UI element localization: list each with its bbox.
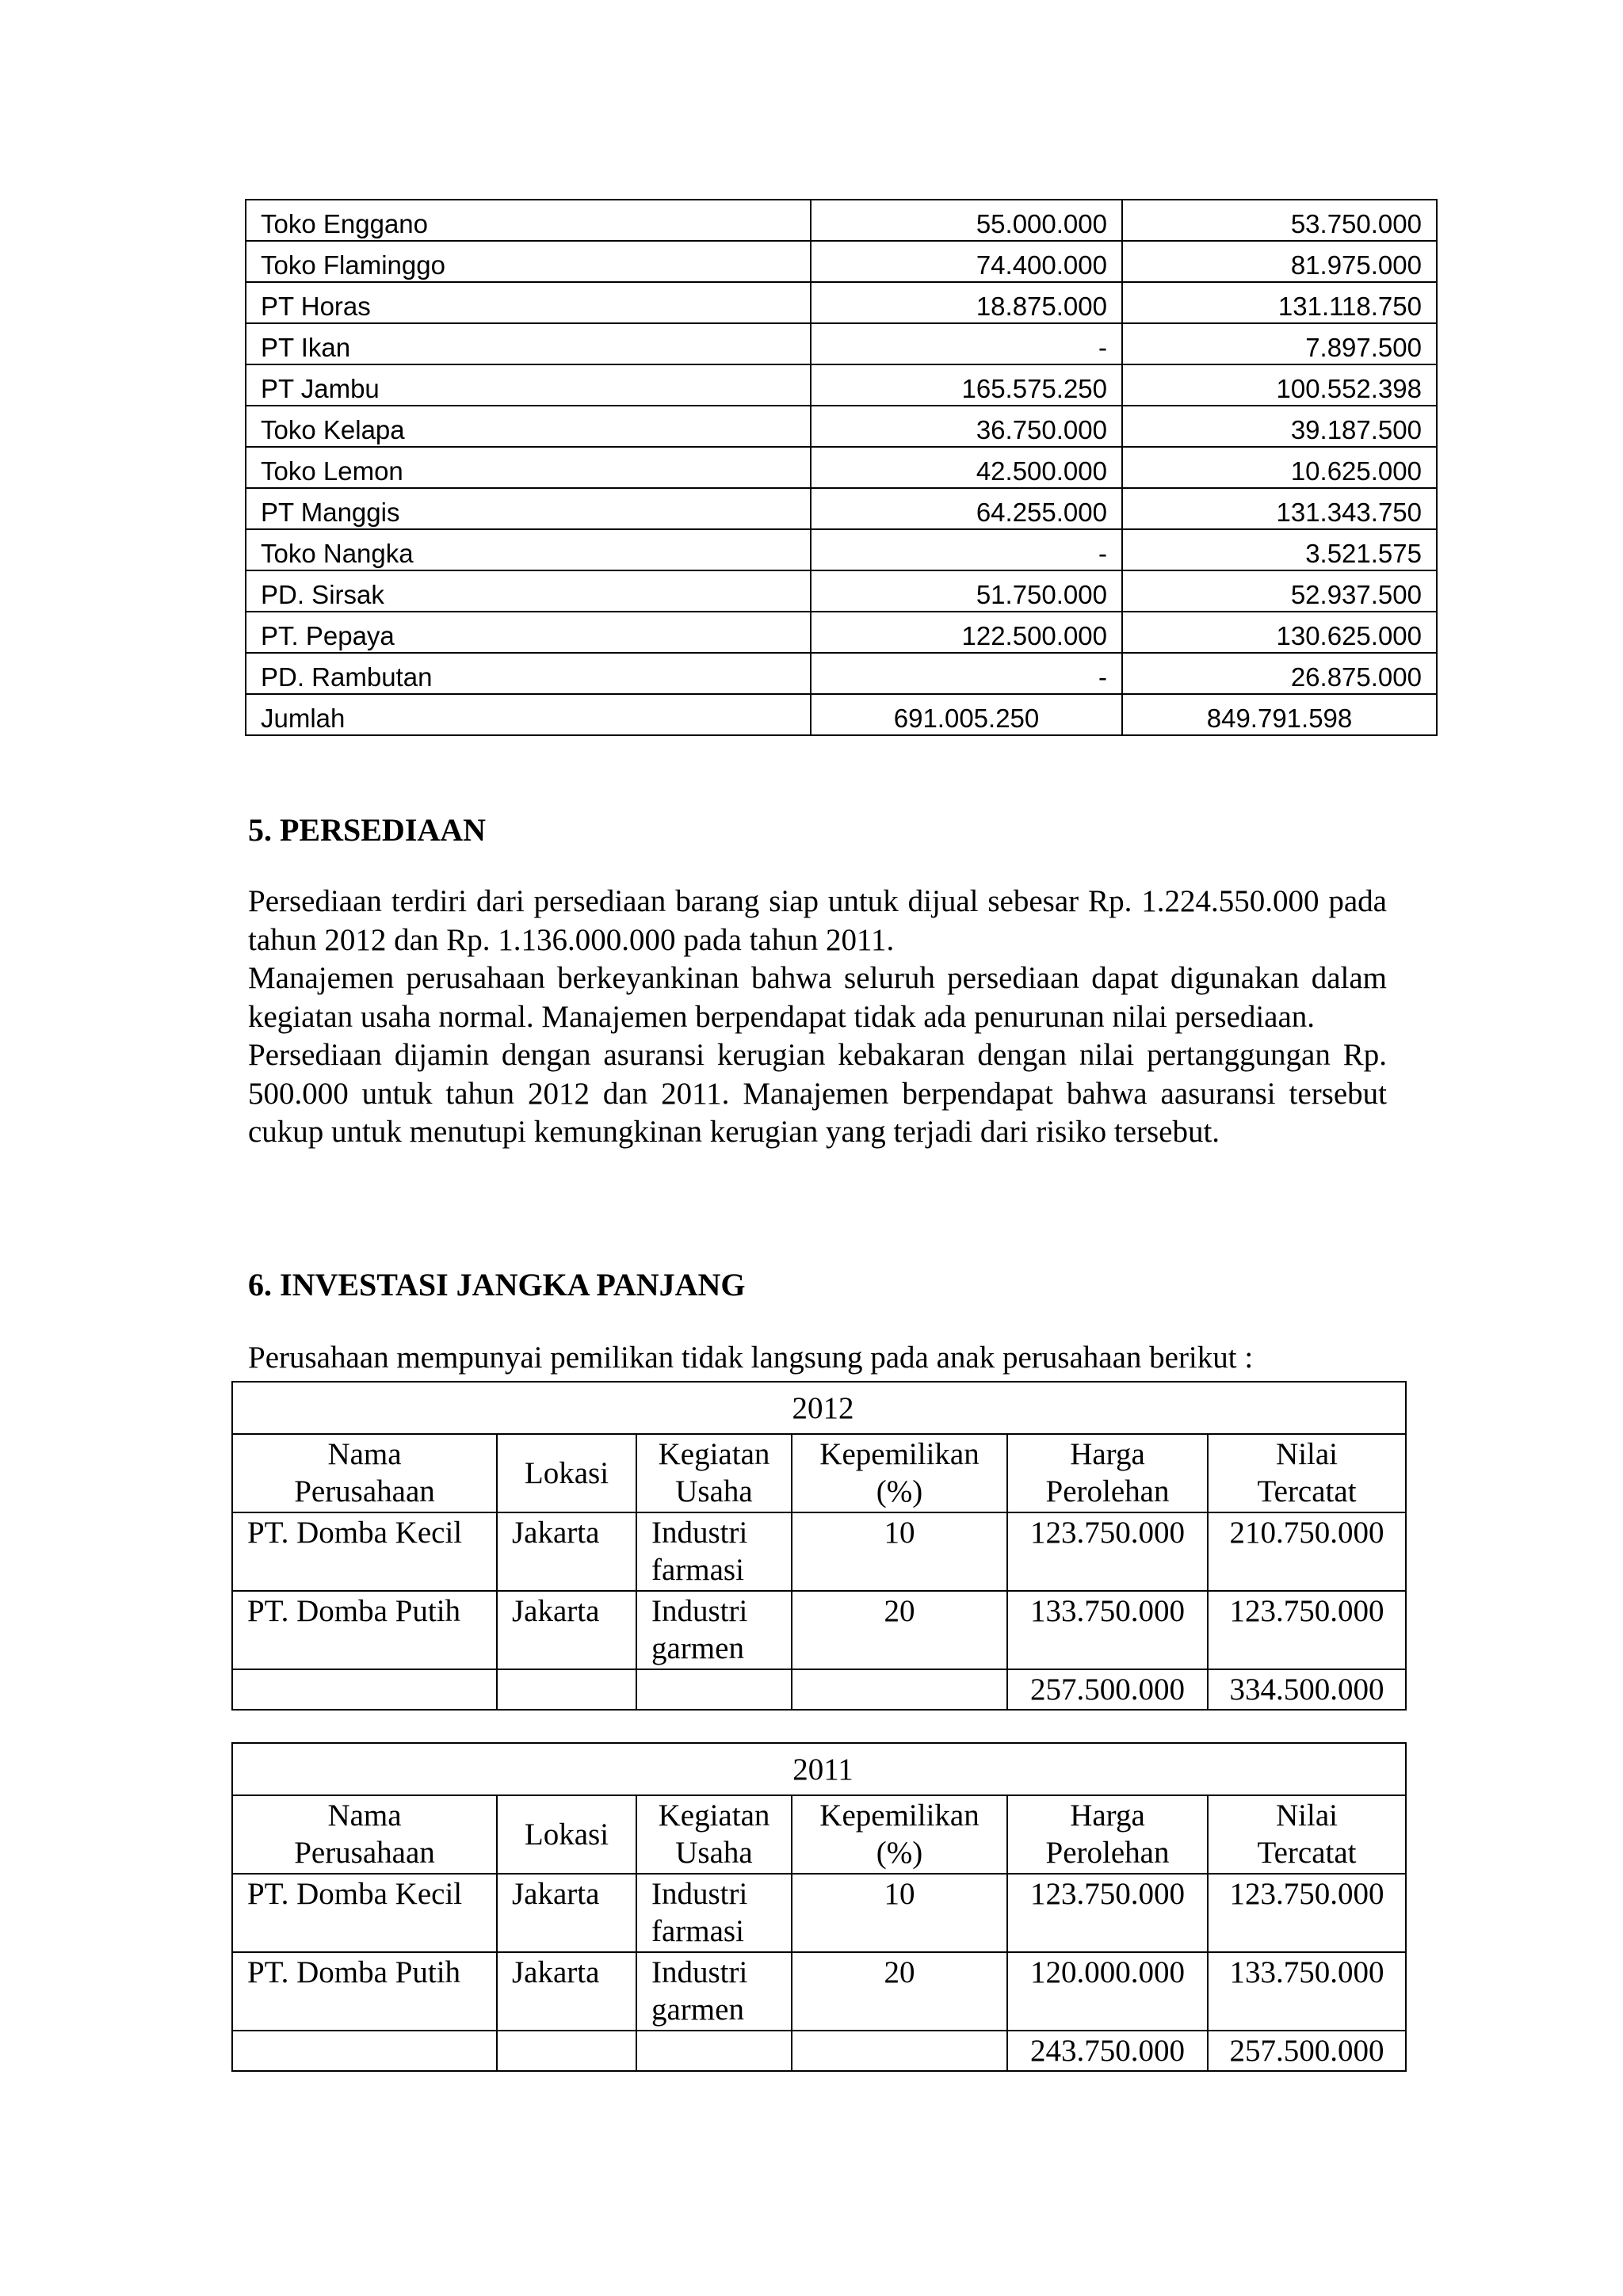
acquisition-cost: 123.750.000 [1007,1512,1208,1591]
header-kepemilikan-line: (%) [876,1836,923,1870]
business-activity-line: farmasi [651,1553,744,1587]
customer-name: Toko Kelapa [246,406,811,447]
paragraph: Persediaan dijamin dengan asuransi kerugian kebakaran dengan nilai pertanggungan Rp. 500.000 untuk tahun 2012 dan 2011. Manajemen berpendapat bahwa aasuransi tersebut cukup untuk menutupi kemungkinan kerugian yang terjadi dari risiko tersebut. [248,1038,1387,1149]
carrying-value: 210.750.000 [1208,1512,1406,1591]
header-row [232,1795,1406,1874]
carrying-value: 123.750.000 [1208,1591,1406,1669]
customer-name: PT Manggis [246,488,811,529]
table-row [232,1512,1406,1591]
header-harga-perolehan-line: Perolehan [1045,1836,1170,1870]
ownership-percent: 20 [792,1952,1007,2031]
header-kegiatan-usaha-line: Usaha [675,1474,753,1508]
amount-2012: 55.000.000 [811,200,1122,241]
company-name: PT. Domba Putih [232,1952,497,2031]
amount-2011: 131.343.750 [1122,488,1437,529]
location: Jakarta [497,1952,636,2031]
table-row [246,488,1437,529]
header-nilai-tercatat [1208,1434,1406,1512]
customer-name: PD. Sirsak [246,570,811,612]
business-activity-line: Industri [651,1877,748,1911]
location: Jakarta [497,1512,636,1591]
header-kepemilikan [792,1795,1007,1874]
amount-2012: 18.875.000 [811,282,1122,323]
header-nilai-tercatat-line: Nilai [1276,1437,1338,1471]
customer-name: PT Ikan [246,323,811,364]
header-nama-perusahaan-line: Perusahaan [294,1836,435,1870]
carrying-value: 133.750.000 [1208,1952,1406,2031]
ownership-percent: 10 [792,1512,1007,1591]
business-activity [636,1512,792,1591]
customer-name: PT. Pepaya [246,612,811,653]
amount-2012: - [811,323,1122,364]
header-harga-perolehan [1007,1434,1208,1512]
header-kegiatan-usaha-line: Usaha [675,1836,753,1870]
header-harga-perolehan-line: Harga [1070,1437,1145,1471]
paragraph: Manajemen perusahaan berkeyankinan bahwa seluruh persediaan dapat digunakan dalam kegiatan usaha normal. Manajemen berpendapat tidak ada penurunan nilai persediaan. [248,961,1387,1034]
header-row [232,1434,1406,1512]
total-2011: 849.791.598 [1122,694,1437,735]
header-harga-perolehan-line: Perolehan [1045,1474,1170,1508]
header-harga-perolehan-line: Harga [1070,1798,1145,1833]
empty-cell [636,2031,792,2071]
header-kepemilikan-line: Kepemilikan [819,1437,980,1471]
company-name: PT. Domba Putih [232,1591,497,1669]
total-acquisition-cost: 243.750.000 [1007,2031,1208,2071]
business-activity-line: garmen [651,1993,744,2027]
header-nama-perusahaan-line: Nama [327,1798,402,1833]
header-lokasi: Lokasi [497,1434,636,1512]
empty-cell [497,2031,636,2071]
empty-cell [497,1669,636,1710]
header-kepemilikan [792,1434,1007,1512]
amount-2012: 36.750.000 [811,406,1122,447]
table-row [246,323,1437,364]
section-6-intro: Perusahaan mempunyai pemilikan tidak langsung pada anak perusahaan berikut : [248,1341,1254,1375]
customer-name: Toko Flaminggo [246,241,811,282]
empty-cell [232,1669,497,1710]
empty-cell [232,2031,497,2071]
table-row [246,447,1437,488]
amount-2012: 64.255.000 [811,488,1122,529]
amount-2011: 39.187.500 [1122,406,1437,447]
amount-2011: 53.750.000 [1122,200,1437,241]
amount-2012: - [811,529,1122,570]
amount-2012: 51.750.000 [811,570,1122,612]
header-nama-perusahaan [232,1795,497,1874]
table-row [232,1952,1406,2031]
header-nama-perusahaan-line: Perusahaan [294,1474,435,1508]
ownership-percent: 10 [792,1874,1007,1952]
amount-2011: 52.937.500 [1122,570,1437,612]
table-row [246,364,1437,406]
investment-table-2012 [231,1381,1407,1711]
table-row [232,1591,1406,1669]
company-name: PT. Domba Kecil [232,1874,497,1952]
table-row [246,200,1437,241]
header-harga-perolehan [1007,1795,1208,1874]
customer-name: Toko Lemon [246,447,811,488]
year-row [232,1743,1406,1795]
business-activity-line: Industri [651,1955,748,1989]
amount-2012: - [811,653,1122,694]
customer-name: PD. Rambutan [246,653,811,694]
carrying-value: 123.750.000 [1208,1874,1406,1952]
business-activity-line: farmasi [651,1914,744,1948]
amount-2011: 100.552.398 [1122,364,1437,406]
acquisition-cost: 133.750.000 [1007,1591,1208,1669]
header-nama-perusahaan-line: Nama [327,1437,402,1471]
total-carrying-value: 334.500.000 [1208,1669,1406,1710]
total-row [232,1669,1406,1710]
amount-2012: 122.500.000 [811,612,1122,653]
business-activity [636,1591,792,1669]
amount-2011: 81.975.000 [1122,241,1437,282]
business-activity [636,1952,792,2031]
amount-2012: 42.500.000 [811,447,1122,488]
section-5-heading: 5. PERSEDIAAN [248,812,487,848]
header-kegiatan-usaha-line: Kegiatan [658,1798,770,1833]
receivables-table [245,199,1438,736]
total-carrying-value: 257.500.000 [1208,2031,1406,2071]
section-6-heading: 6. INVESTASI JANGKA PANJANG [248,1267,746,1302]
amount-2011: 130.625.000 [1122,612,1437,653]
amount-2011: 131.118.750 [1122,282,1437,323]
header-lokasi: Lokasi [497,1795,636,1874]
empty-cell [792,1669,1007,1710]
table-row [246,570,1437,612]
business-activity [636,1874,792,1952]
table-row [246,406,1437,447]
customer-name: PT Jambu [246,364,811,406]
empty-cell [792,2031,1007,2071]
header-nilai-tercatat-line: Tercatat [1257,1474,1357,1508]
location: Jakarta [497,1591,636,1669]
table-row [246,653,1437,694]
amount-2011: 7.897.500 [1122,323,1437,364]
total-acquisition-cost: 257.500.000 [1007,1669,1208,1710]
header-kepemilikan-line: Kepemilikan [819,1798,980,1833]
total-row [246,694,1437,735]
amount-2012: 74.400.000 [811,241,1122,282]
amount-2012: 165.575.250 [811,364,1122,406]
table-row [232,1874,1406,1952]
table-row [246,529,1437,570]
acquisition-cost: 123.750.000 [1007,1874,1208,1952]
header-nilai-tercatat [1208,1795,1406,1874]
header-kegiatan-usaha [636,1434,792,1512]
header-kegiatan-usaha [636,1795,792,1874]
header-nilai-tercatat-line: Tercatat [1257,1836,1357,1870]
acquisition-cost: 120.000.000 [1007,1952,1208,2031]
header-kegiatan-usaha-line: Kegiatan [658,1437,770,1471]
ownership-percent: 20 [792,1591,1007,1669]
table-row [246,612,1437,653]
amount-2011: 10.625.000 [1122,447,1437,488]
paragraph: Persediaan terdiri dari persediaan barang siap untuk dijual sebesar Rp. 1.224.550.000 pada tahun 2012 dan Rp. 1.136.000.000 pada tahun 2011. [248,884,1387,957]
total-row [232,2031,1406,2071]
amount-2011: 26.875.000 [1122,653,1437,694]
location: Jakarta [497,1874,636,1952]
business-activity-line: Industri [651,1516,748,1550]
section-5-body [248,883,1387,1152]
customer-name: Toko Nangka [246,529,811,570]
amount-2011: 3.521.575 [1122,529,1437,570]
total-2012: 691.005.250 [811,694,1122,735]
total-label: Jumlah [246,694,811,735]
year-header: 2011 [232,1743,1406,1795]
empty-cell [636,1669,792,1710]
customer-name: PT Horas [246,282,811,323]
header-nilai-tercatat-line: Nilai [1276,1798,1338,1833]
year-header: 2012 [232,1382,1406,1434]
investment-table-2011 [231,1742,1407,2072]
header-nama-perusahaan [232,1434,497,1512]
company-name: PT. Domba Kecil [232,1512,497,1591]
table-row [246,282,1437,323]
table-row [246,241,1437,282]
header-kepemilikan-line: (%) [876,1474,923,1508]
business-activity-line: Industri [651,1594,748,1628]
year-row [232,1382,1406,1434]
customer-name: Toko Enggano [246,200,811,241]
business-activity-line: garmen [651,1631,744,1665]
